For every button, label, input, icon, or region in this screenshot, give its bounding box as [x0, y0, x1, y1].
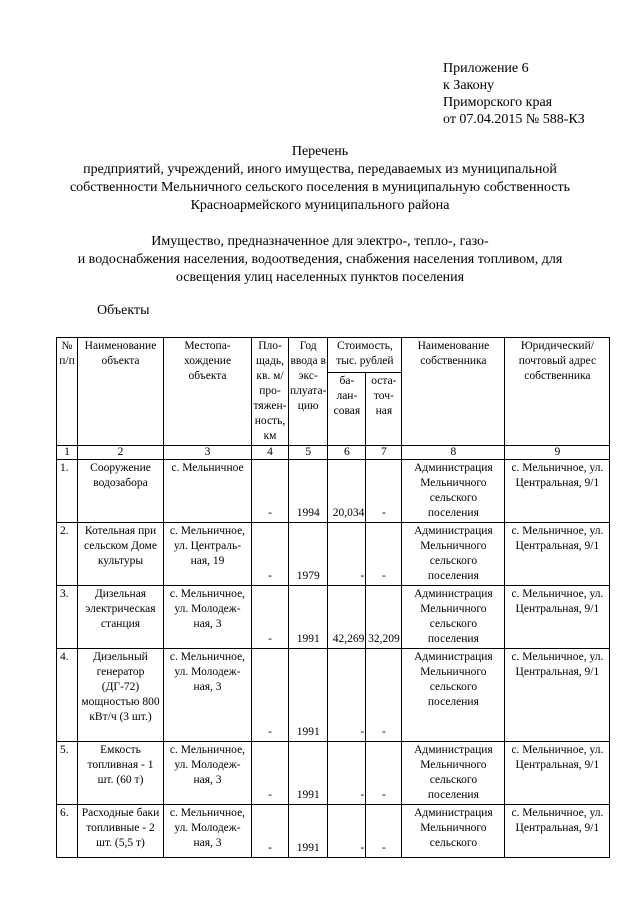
- cell-owner: Администрация Мельничного сельского поселения: [402, 586, 505, 649]
- cell-num: 3.: [57, 586, 78, 649]
- cell-year: 1991: [289, 586, 328, 649]
- column-number: 7: [366, 446, 402, 460]
- header-name: Наименование объекта: [78, 338, 164, 446]
- appendix-line: Приложение 6: [443, 61, 529, 76]
- cell-residual: -: [366, 742, 402, 805]
- column-number: 5: [289, 446, 328, 460]
- header-balance: ба-лан-совая: [328, 373, 366, 446]
- appendix-line: Приморского края: [443, 95, 553, 110]
- header-residual: оста-точ-ная: [366, 373, 402, 446]
- column-number-row: [57, 446, 610, 460]
- subtitle-line: и водоснабжения населения, водоотведения, снабжения населения топливом, для: [77, 252, 563, 267]
- column-number: 6: [328, 446, 366, 460]
- document-title: [0, 143, 640, 215]
- column-number: 8: [402, 446, 505, 460]
- cell-year: 1994: [289, 460, 328, 523]
- cell-location: с. Мельничное, ул. Молодеж-ная, 3: [164, 805, 252, 858]
- cell-residual: 32,209: [366, 586, 402, 649]
- cell-area: -: [252, 586, 289, 649]
- column-number: 2: [78, 446, 164, 460]
- appendix-block: [443, 60, 585, 128]
- cell-year: 1991: [289, 742, 328, 805]
- cell-year: 1979: [289, 523, 328, 586]
- header-year: Год ввода в экс-плуата-цию: [289, 338, 328, 446]
- cell-balance: 20,034: [328, 460, 366, 523]
- cell-name: Котельная при сельском Доме культуры: [78, 523, 164, 586]
- cell-area: -: [252, 649, 289, 742]
- title-heading: Перечень: [291, 144, 349, 159]
- subtitle-line: Имущество, предназначенное для электро-, тепло-, газо-: [151, 234, 489, 249]
- cell-address: с. Мельничное, ул. Центральная, 9/1: [505, 460, 610, 523]
- cell-address: с. Мельничное, ул. Центральная, 9/1: [505, 649, 610, 742]
- cell-residual: -: [366, 460, 402, 523]
- table-row: [57, 460, 610, 523]
- cell-name: Емкость топливная - 1 шт. (60 т): [78, 742, 164, 805]
- cell-residual: -: [366, 523, 402, 586]
- cell-owner: Администрация Мельничного сельского поселения: [402, 742, 505, 805]
- cell-residual: -: [366, 649, 402, 742]
- header-address: Юридический/ почтовый адрес собственника: [505, 338, 610, 446]
- cell-address: с. Мельничное, ул. Центральная, 9/1: [505, 742, 610, 805]
- cell-residual: -: [366, 805, 402, 858]
- cell-address: с. Мельничное, ул. Центральная, 9/1: [505, 586, 610, 649]
- cell-area: -: [252, 523, 289, 586]
- table-row: [57, 805, 610, 858]
- column-number: 4: [252, 446, 289, 460]
- table-row: [57, 586, 610, 649]
- cell-location: с. Мельничное, ул. Молодеж-ная, 3: [164, 586, 252, 649]
- cell-area: -: [252, 742, 289, 805]
- cell-balance: -: [328, 742, 366, 805]
- cell-owner: Администрация Мельничного сельского поселения: [402, 649, 505, 742]
- cell-name: Сооружение водозабора: [78, 460, 164, 523]
- cell-balance: -: [328, 649, 366, 742]
- cell-num: 6.: [57, 805, 78, 858]
- cell-name: Расходные баки топливные - 2 шт. (5,5 т): [78, 805, 164, 858]
- cell-owner: Администрация Мельничного сельского: [402, 805, 505, 858]
- subtitle-line: освещения улиц населенных пунктов поселения: [175, 270, 465, 285]
- cell-owner: Администрация Мельничного сельского поселения: [402, 460, 505, 523]
- header-cost: Стоимость, тыс. рублей: [328, 338, 402, 373]
- table-row: [57, 649, 610, 742]
- table-row: [57, 523, 610, 586]
- appendix-line: к Закону: [443, 78, 495, 93]
- cell-owner: Администрация Мельничного сельского поселения: [402, 523, 505, 586]
- cell-balance: 42,269: [328, 586, 366, 649]
- cell-area: -: [252, 805, 289, 858]
- section-label: Объекты: [97, 303, 150, 318]
- cell-year: 1991: [289, 805, 328, 858]
- objects-table: [56, 337, 610, 858]
- cell-name: Дизельная электрическая станция: [78, 586, 164, 649]
- cell-num: 1.: [57, 460, 78, 523]
- header-num: № п/п: [57, 338, 78, 446]
- header-location: Местопа-хождение объекта: [164, 338, 252, 446]
- appendix-line: от 07.04.2015 № 588-КЗ: [443, 112, 585, 127]
- cell-num: 5.: [57, 742, 78, 805]
- cell-address: с. Мельничное, ул. Центральная, 9/1: [505, 523, 610, 586]
- column-number: 9: [505, 446, 610, 460]
- cell-location: с. Мельничное, ул. Молодеж-ная, 3: [164, 742, 252, 805]
- title-line: Красноармейского муниципального района: [190, 198, 450, 213]
- column-number: 3: [164, 446, 252, 460]
- cell-year: 1991: [289, 649, 328, 742]
- column-number: 1: [57, 446, 78, 460]
- cell-balance: -: [328, 523, 366, 586]
- cell-name: Дизельный генератор (ДГ-72) мощностью 800 кВт/ч (3 шт.): [78, 649, 164, 742]
- header-area: Пло-щадь, кв. м/ про-тяжен-ность, км: [252, 338, 289, 446]
- cell-location: с. Мельничное, ул. Молодеж-ная, 3: [164, 649, 252, 742]
- cell-location: с. Мельничное, ул. Централь-ная, 19: [164, 523, 252, 586]
- cell-num: 2.: [57, 523, 78, 586]
- table-row: [57, 742, 610, 805]
- cell-location: с. Мельничное: [164, 460, 252, 523]
- title-line: предприятий, учреждений, иного имущества, передаваемых из муниципальной: [83, 162, 557, 177]
- cell-num: 4.: [57, 649, 78, 742]
- cell-balance: -: [328, 805, 366, 858]
- cell-address: с. Мельничное, ул. Центральная, 9/1: [505, 805, 610, 858]
- document-subtitle: [0, 233, 640, 287]
- cell-area: -: [252, 460, 289, 523]
- title-line: собственности Мельничного сельского поселения в муниципальную собственность: [69, 180, 571, 195]
- header-owner: Наименование собственника: [402, 338, 505, 446]
